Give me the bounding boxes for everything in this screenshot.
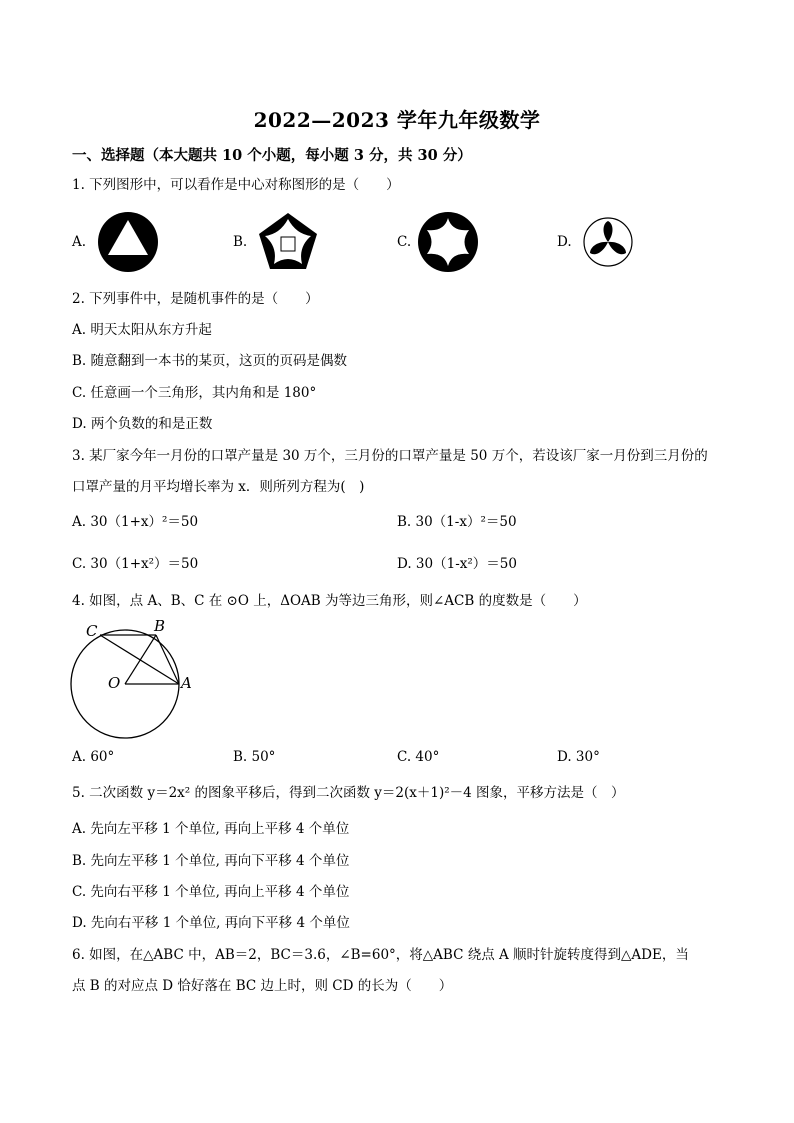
q1-figure-b — [256, 210, 320, 274]
q3-option-b: B. 30（1-x）²＝50 — [397, 514, 517, 530]
q2-option-d: D. 两个负数的和是正数 — [72, 416, 213, 432]
q3-option-a: A. 30（1+x）²＝50 — [72, 514, 199, 530]
q3-option-d: D. 30（1-x²）＝50 — [397, 556, 517, 572]
question-6-stem-line-1: 6. 如图，在△ABC 中，AB＝2，BC＝3.6，∠B=60°，将△ABC 绕点 A 顺时针旋转度得到△ADE，当 — [72, 947, 689, 963]
question-2-stem: 2. 下列事件中，是随机事件的是（ ） — [72, 291, 319, 307]
q4-label-o: O — [108, 674, 121, 692]
q4-option-b: B. 50° — [233, 749, 276, 765]
q2-option-b: B. 随意翻到一本书的某页，这页的页码是偶数 — [72, 353, 348, 369]
q1-option-c-label: C. — [397, 234, 412, 250]
q5-option-d: D. 先向右平移 1 个单位, 再向下平移 4 个单位 — [72, 915, 350, 931]
q1-option-a-label: A. — [72, 234, 87, 250]
q4-option-a: A. 60° — [72, 749, 115, 765]
q4-option-d: D. 30° — [557, 749, 600, 765]
q1-figure-c — [416, 210, 480, 274]
q5-option-c: C. 先向右平移 1 个单位, 再向上平移 4 个单位 — [72, 884, 350, 900]
q5-option-a: A. 先向左平移 1 个单位, 再向上平移 4 个单位 — [72, 821, 350, 837]
section-heading: 一、选择题（本大题共 10 个小题，每小题 3 分，共 30 分） — [72, 147, 472, 164]
question-6-stem-line-2: 点 B 的对应点 D 恰好落在 BC 边上时，则 CD 的长为（ ） — [72, 978, 453, 994]
q5-option-b: B. 先向左平移 1 个单位, 再向下平移 4 个单位 — [72, 853, 350, 869]
q1-figure-a — [96, 210, 160, 274]
q1-figure-d — [582, 216, 634, 268]
q2-option-c: C. 任意画一个三角形，其内角和是 180° — [72, 385, 317, 401]
q4-label-c: C — [86, 622, 98, 640]
q1-option-d-label: D. — [557, 234, 572, 250]
question-1-stem: 1. 下列图形中，可以看作是中心对称图形的是（ ） — [72, 177, 400, 193]
q4-circle-figure — [68, 618, 198, 740]
q4-label-b: B — [154, 618, 166, 635]
q2-option-a: A. 明天太阳从东方升起 — [72, 322, 212, 338]
q3-option-c: C. 30（1+x²）＝50 — [72, 556, 199, 572]
question-3-stem-line-1: 3. 某厂家今年一月份的口罩产量是 30 万个，三月份的口罩产量是 50 万个，若设该厂家一月份到三月份的 — [72, 448, 708, 464]
q1-option-b-label: B. — [233, 234, 248, 250]
page-title: 2022—2023 学年九年级数学 — [253, 108, 541, 132]
q4-label-a: A — [181, 674, 192, 692]
question-4-stem: 4. 如图，点 A、B、C 在 ⊙O 上，ΔOAB 为等边三角形，则∠ACB 的度数是（ ） — [72, 593, 587, 609]
question-3-stem-line-2: 口罩产量的月平均增长率为 x．则所列方程为( ) — [72, 479, 365, 495]
question-5-stem: 5. 二次函数 y＝2x² 的图象平移后，得到二次函数 y＝2(x＋1)²－4 图象，平移方法是（ ） — [72, 785, 625, 801]
q4-option-c: C. 40° — [397, 749, 440, 765]
